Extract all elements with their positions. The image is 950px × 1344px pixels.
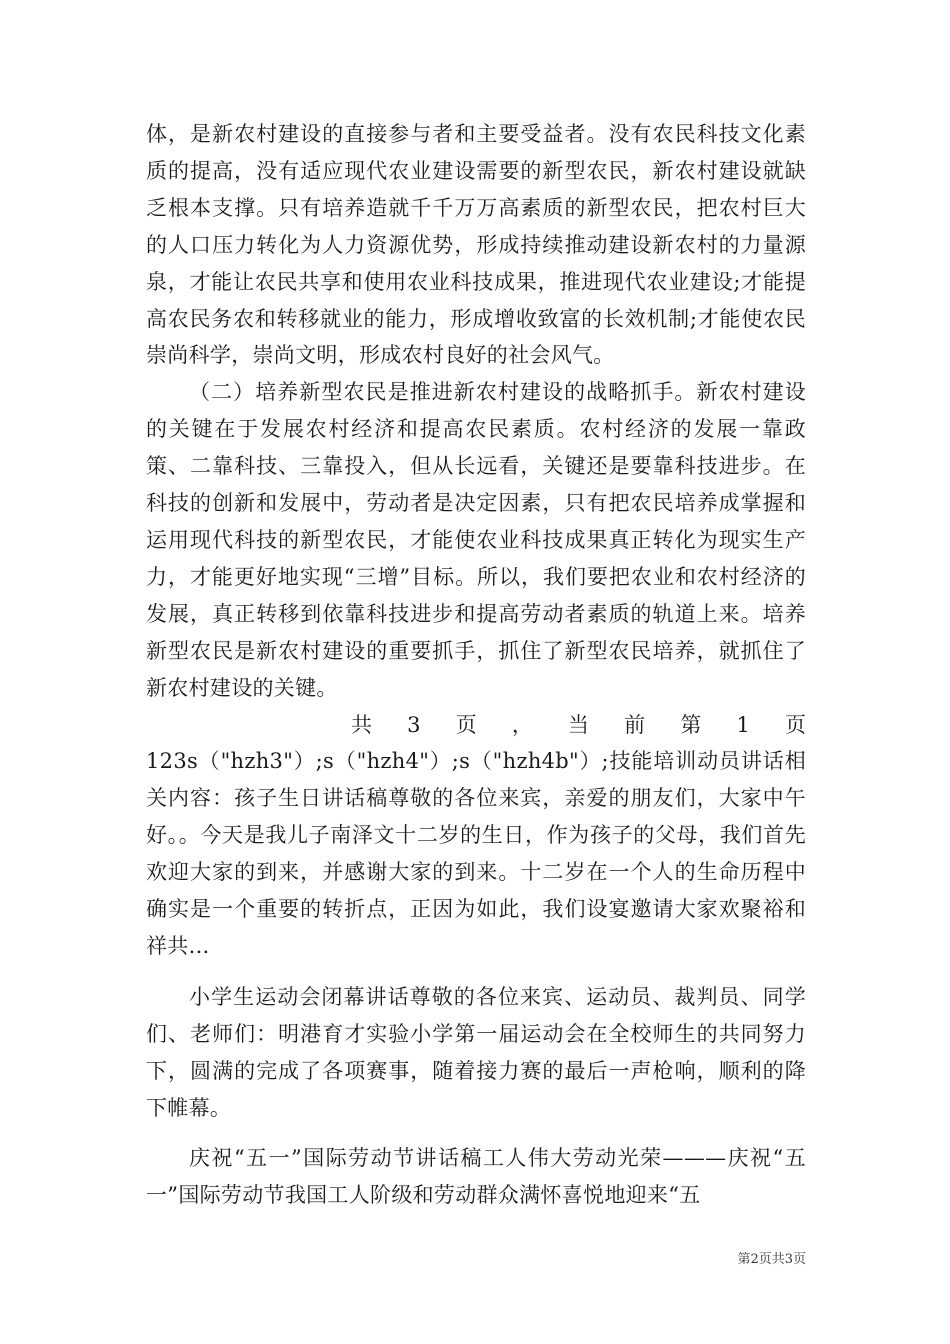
page-counter	[146, 707, 806, 744]
page-footer-label: 第2页共3页	[737, 1252, 806, 1267]
page-counter-token: 3	[407, 712, 421, 737]
paragraph-section-two: （二）培养新型农民是推进新农村建设的战略抓手。新农村建设的关键在于发展农村经济和提高农民素质。农村经济的发展一靠政策、二靠科技、三靠投入，但从长远看，关键还是要靠科技进步。在科技的创新和发展中，劳动者是决定因素，只有把农民培养成掌握和运用现代科技的新型农民，才能使农业科技成果真正转化为现实生产力，才能更好地实现“三增”目标。所以，我们要把农业和农村经济的发展，真正转移到依靠科技进步和提高劳动者素质的轨道上来。培养新型农民是新农村建设的重要抓手，抓住了新型农民培养，就抓住了新农村建设的关键。	[146, 380, 806, 700]
page-counter-token: 1	[736, 712, 750, 737]
page-counter-token: 页	[455, 712, 477, 737]
page-counter-token: ，	[511, 712, 533, 737]
paragraph-sports-meeting: 小学生运动会闭幕讲话尊敬的各位来宾、运动员、裁判员、同学们、老师们：明港育才实验小学第一届运动会在全校师生的共同努力下，圆满的完成了各项赛事，随着接力赛的最后一声枪响，顺利的降下帷幕。	[146, 984, 806, 1120]
page-counter-token: 前	[624, 712, 646, 737]
paragraph-intro: 体，是新农村建设的直接参与者和主要受益者。没有农民科技文化素质的提高，没有适应现代农业建设需要的新型农民，新农村建设就缺乏根本支撑。只有培养造就千千万万高素质的新型农民，把农村巨大的人口压力转化为人力资源优势，形成持续推动建设新农村的力量源泉，才能让农民共享和使用农业科技成果，推进现代农业建设;才能提高农民务农和转移就业的能力，形成增收致富的长效机制;才能使农民崇尚科学，崇尚文明，形成农村良好的社会风气。	[146, 122, 806, 368]
page-counter-token: 当	[568, 712, 589, 737]
page-counter-token: 页	[785, 712, 806, 737]
page-counter-token: 共	[351, 712, 372, 737]
paragraph-may-day: 庆祝“五一”国际劳动节讲话稿工人伟大劳动光荣———庆祝“五一”国际劳动节我国工人阶级和劳动群众满怀喜悦地迎来“五	[146, 1146, 806, 1208]
paragraph-related-content: 123s（"hzh3"）;s（"hzh4"）;s（"hzh4b"）;技能培训动员讲话相关内容：孩子生日讲话稿尊敬的各位来宾，亲爱的朋友们，大家中午好。。今天是我儿子南泽文十二岁的生日，作为孩子的父母，我们首先欢迎大家的到来，并感谢大家的到来。十二岁在一个人的生命历程中确实是一个重要的转折点，正因为如此，我们设宴邀请大家欢聚裕和祥共...	[146, 749, 806, 958]
page-counter-token: 第	[680, 712, 702, 737]
document-body	[146, 116, 806, 1214]
